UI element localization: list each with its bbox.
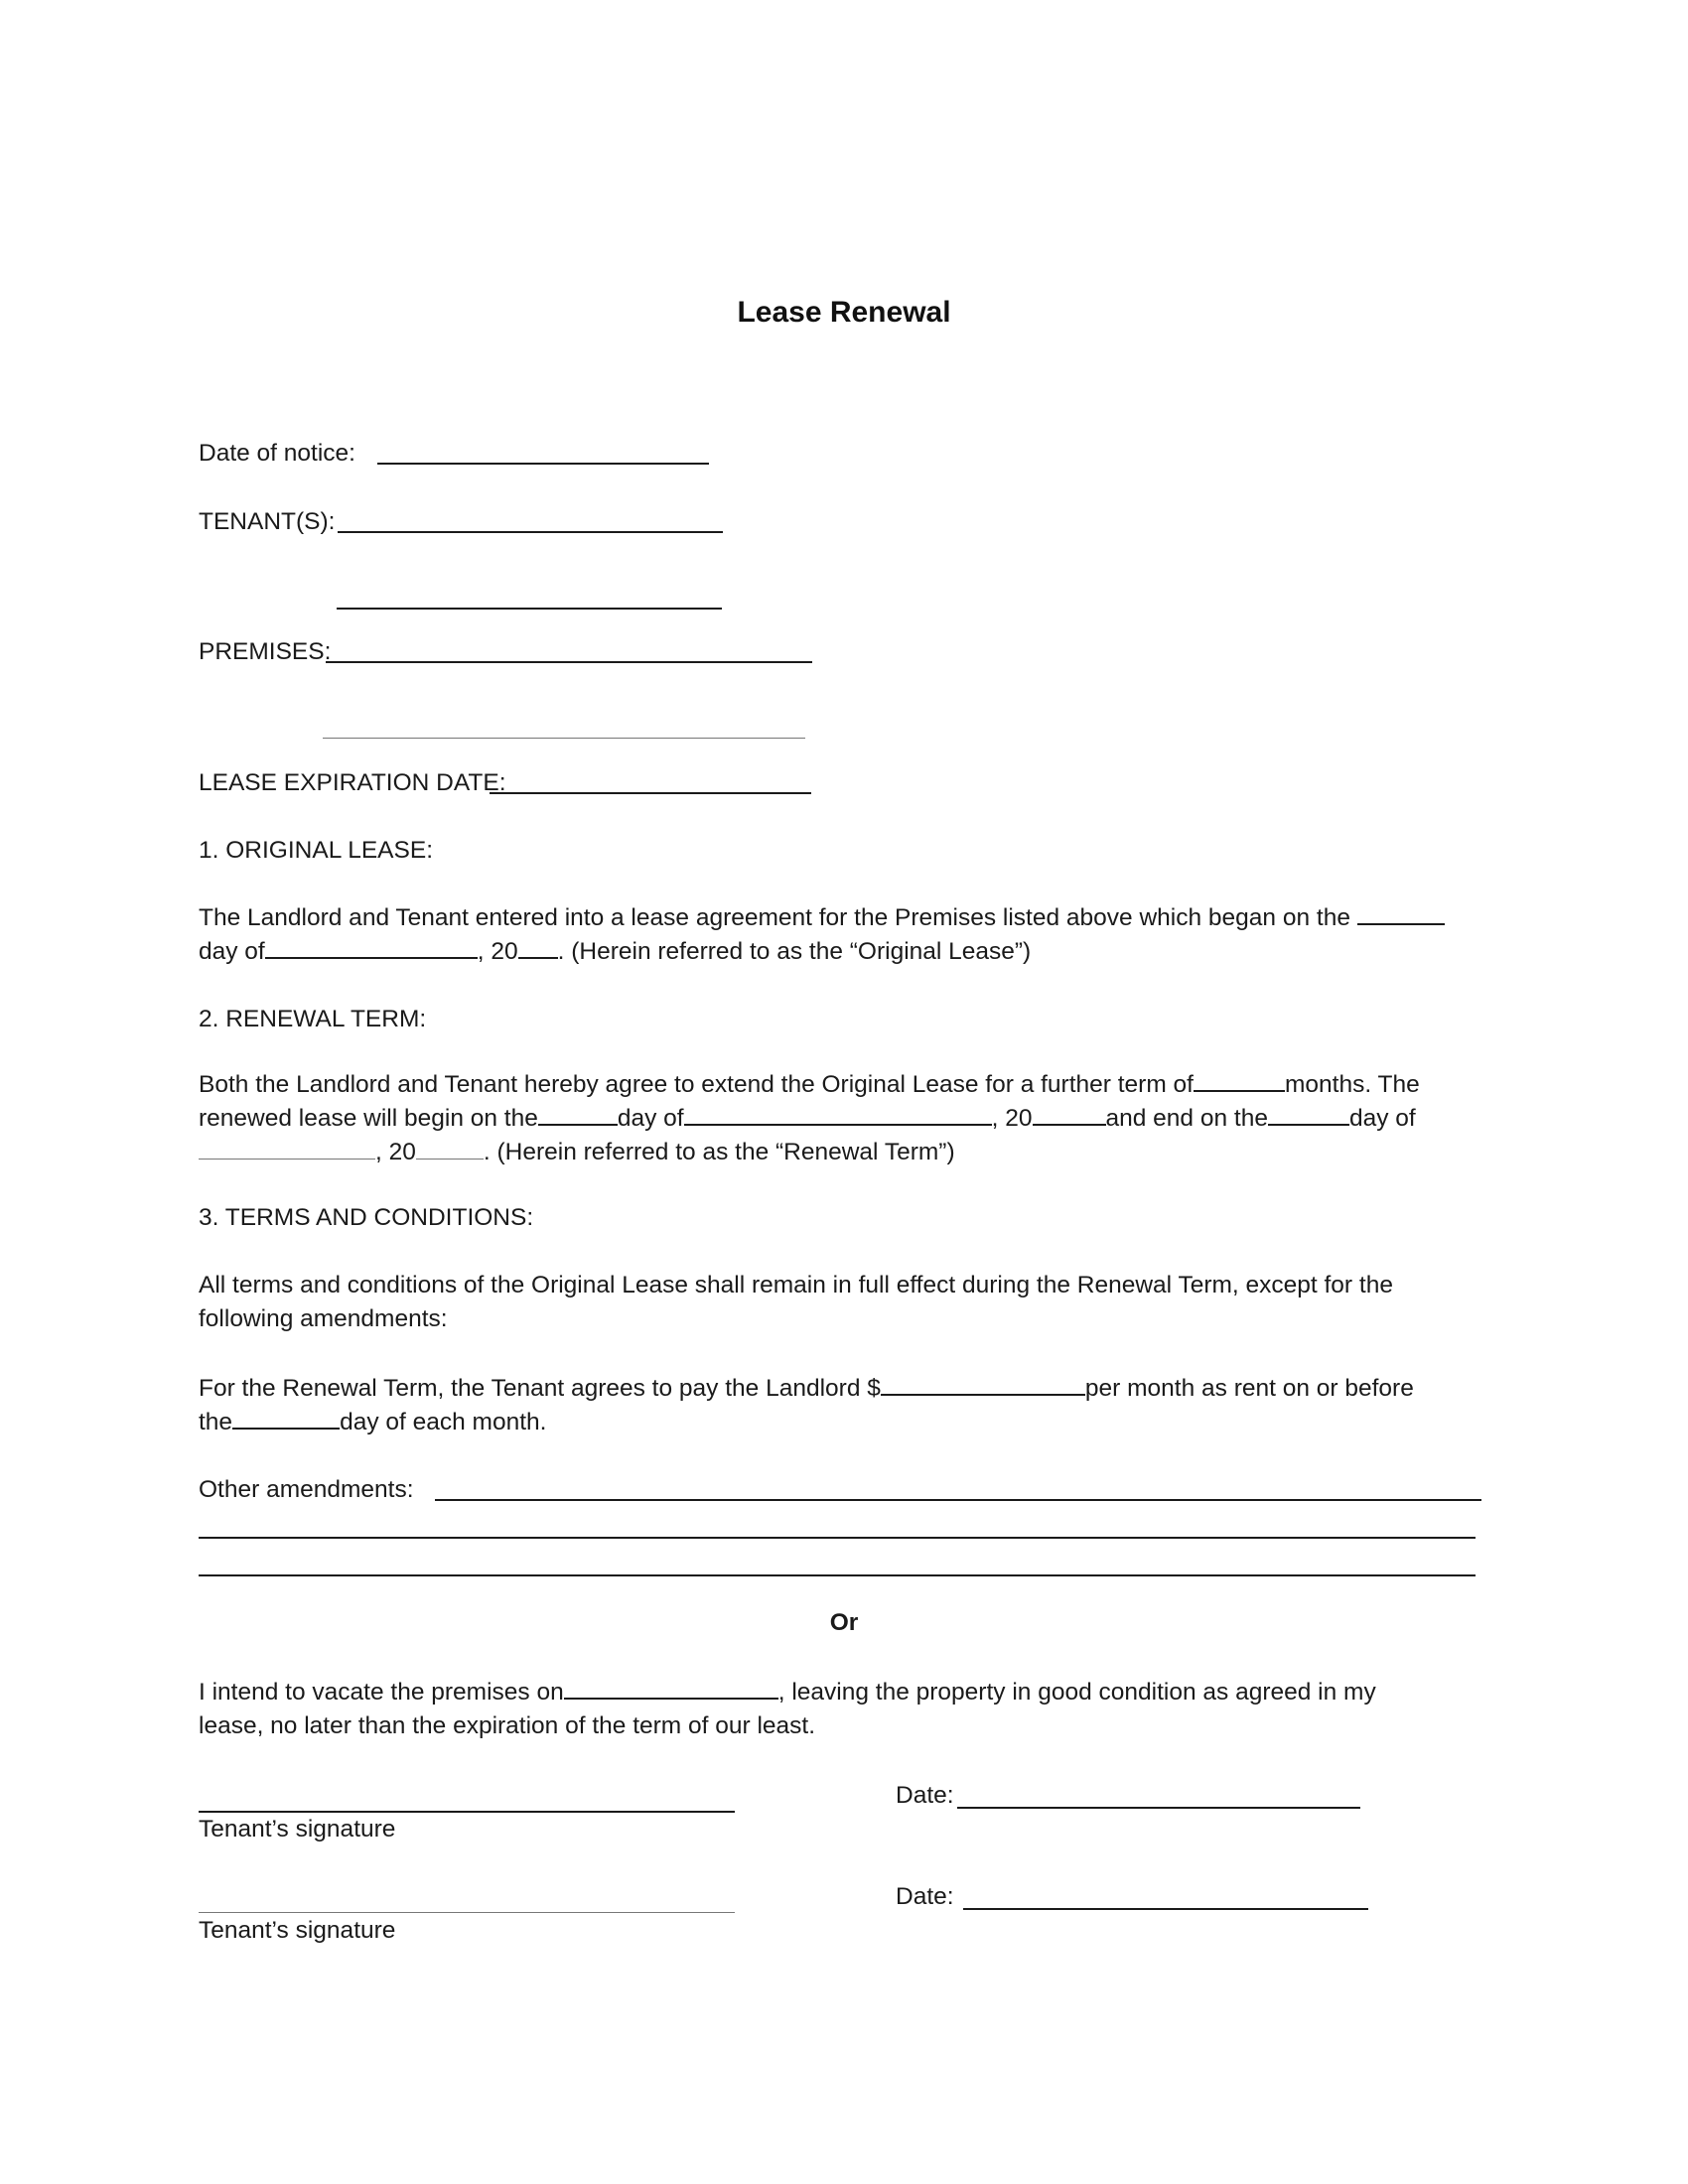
section-2-text-2c: , 20: [991, 1105, 1033, 1132]
rent-line-1: [199, 1372, 1414, 1406]
other-amendments-field-2[interactable]: [199, 1537, 1476, 1539]
date-of-notice-label: Date of notice:: [199, 440, 355, 467]
section-1-text-2a: day of: [199, 938, 265, 965]
section-2-text-2e: day of: [1349, 1105, 1416, 1132]
section-3-para-line-2: following amendments:: [199, 1305, 448, 1332]
date-field-2[interactable]: [963, 1908, 1368, 1910]
original-start-month-field[interactable]: [265, 956, 478, 959]
section-1-heading: 1. ORIGINAL LEASE:: [199, 837, 434, 864]
vacate-date-field[interactable]: [564, 1697, 778, 1700]
date-label-1: Date:: [896, 1782, 954, 1809]
original-start-year-field[interactable]: [518, 956, 558, 959]
renewal-months-field[interactable]: [1194, 1089, 1285, 1092]
section-1-text-2c: . (Herein referred to as the “Original Lease”): [557, 938, 1032, 965]
other-amendments-field-1[interactable]: [435, 1499, 1481, 1501]
vacate-line-2: lease, no later than the expiration of the term of our least.: [199, 1712, 816, 1739]
or-separator: Or: [829, 1609, 859, 1636]
renewal-end-day-field[interactable]: [1268, 1123, 1349, 1126]
section-2-text-2d: and end on the: [1105, 1105, 1268, 1132]
rent-text-1b: per month as rent on or before: [1084, 1375, 1414, 1402]
tenants-field-1[interactable]: [338, 531, 723, 533]
renewal-start-year-field[interactable]: [1033, 1123, 1106, 1126]
premises-label: PREMISES:: [199, 638, 332, 665]
vacate-text-1b: , leaving the property in good condition as agreed in my: [777, 1679, 1376, 1706]
section-2-line-2: [199, 1102, 1416, 1136]
section-2-text-2b: day of: [617, 1105, 684, 1132]
tenant-signature-label-1: Tenant’s signature: [199, 1816, 396, 1843]
premises-field-2[interactable]: [323, 738, 805, 739]
renewal-end-month-field[interactable]: [199, 1158, 375, 1160]
section-2-text-3b: . (Herein referred to as the “Renewal Term”): [483, 1139, 955, 1165]
tenants-field-2[interactable]: [337, 608, 722, 610]
renewal-start-month-field[interactable]: [684, 1123, 992, 1126]
lease-expiration-label: LEASE EXPIRATION DATE:: [199, 769, 506, 796]
section-2-text-1b: months. The: [1284, 1071, 1420, 1098]
original-start-day-field[interactable]: [1357, 922, 1445, 925]
lease-expiration-field[interactable]: [490, 792, 811, 794]
section-2-line-1: [199, 1068, 1420, 1102]
date-of-notice-field[interactable]: [377, 463, 709, 465]
section-1-text-2b: , 20: [477, 938, 518, 965]
date-field-1[interactable]: [957, 1807, 1360, 1809]
renewal-start-day-field[interactable]: [538, 1123, 618, 1126]
section-2-text-1a: Both the Landlord and Tenant hereby agree to extend the Original Lease for a further term of: [199, 1071, 1194, 1098]
section-2-text-2a: renewed lease will begin on the: [199, 1105, 538, 1132]
tenant-signature-line-2[interactable]: [199, 1912, 735, 1913]
rent-text-2a: the: [199, 1409, 233, 1435]
premises-field-1[interactable]: [326, 661, 812, 663]
tenants-label: TENANT(S):: [199, 508, 336, 535]
date-label-2: Date:: [896, 1883, 954, 1910]
section-1-line-2: [199, 935, 1031, 969]
rent-due-day-field[interactable]: [232, 1427, 340, 1430]
rent-amount-field[interactable]: [881, 1393, 1085, 1396]
section-3-para-line-1: All terms and conditions of the Original Lease shall remain in full effect during the Renewal Term, except for the: [199, 1272, 1393, 1298]
tenant-signature-label-2: Tenant’s signature: [199, 1917, 396, 1944]
section-1-line-1: [199, 901, 1445, 935]
section-3-heading: 3. TERMS AND CONDITIONS:: [199, 1204, 534, 1231]
rent-text-2b: day of each month.: [340, 1409, 547, 1435]
document-title: Lease Renewal: [737, 296, 951, 329]
rent-line-2: [199, 1406, 546, 1439]
vacate-text-1a: I intend to vacate the premises on: [199, 1679, 564, 1706]
other-amendments-field-3[interactable]: [199, 1574, 1476, 1576]
rent-text-1a: For the Renewal Term, the Tenant agrees to pay the Landlord $: [199, 1375, 881, 1402]
other-amendments-label: Other amendments:: [199, 1476, 414, 1503]
renewal-end-year-field[interactable]: [416, 1158, 484, 1160]
section-1-text-1: The Landlord and Tenant entered into a lease agreement for the Premises listed above which began on the: [199, 904, 1350, 931]
section-2-text-3a: , 20: [375, 1139, 416, 1165]
vacate-line-1: [199, 1676, 1376, 1709]
section-2-line-3: [199, 1136, 955, 1169]
section-2-heading: 2. RENEWAL TERM:: [199, 1006, 427, 1032]
